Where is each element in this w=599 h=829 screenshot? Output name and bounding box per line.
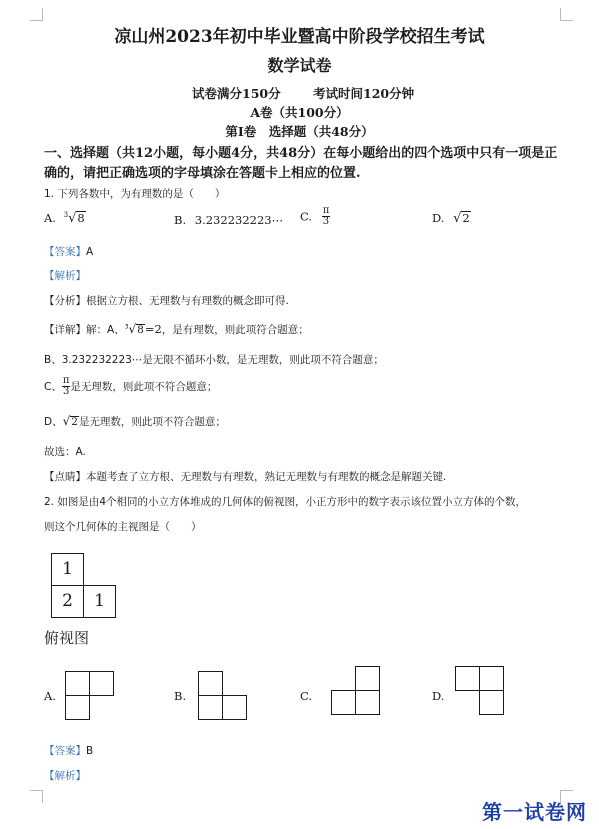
radical-icon: √ <box>68 211 77 226</box>
q1-option-c-denominator: 3 <box>322 216 330 227</box>
radical-icon: √ <box>128 322 137 336</box>
radical-icon: √ <box>453 211 462 226</box>
q1-option-b-value: 3.232232223⋯ <box>194 213 284 227</box>
exam-title: 凉山州2023年初中毕业暨高中阶段学校招生考试 <box>114 27 485 47</box>
q1-option-a-label: A. <box>44 211 56 225</box>
q2-option-d-label: D. <box>432 689 445 703</box>
q2-answer-value: B <box>86 745 94 757</box>
instruction-line-1: 一、选择题（共12小题，每小题4分，共48分）在每小题给出的四个选项中只有一项是正 <box>44 146 558 161</box>
figure-square <box>65 695 90 720</box>
instruction-line-2: 确的，请把正确选项的字母填涂在答题卡上相应的位置. <box>44 166 361 181</box>
time-limit: 考试时间120分钟 <box>313 86 415 101</box>
figure-square <box>198 671 223 696</box>
q2-stem-line-2: 则这个几何体的主视图是（ ） <box>44 521 202 533</box>
q1-option-c <box>300 206 330 227</box>
answer-tag: 【答案】 <box>44 246 86 258</box>
xiangjie-tag: 【详解】 <box>44 324 86 336</box>
q1-xiangjie <box>44 322 309 337</box>
q1-answer <box>44 244 93 259</box>
q2-analysis-tag: 【解析】 <box>44 770 86 782</box>
q1-explain-c <box>44 376 217 397</box>
q1-stem: 1. 下列各数中，为有理数的是（ ） <box>44 188 226 200</box>
figure-square <box>355 666 380 691</box>
q1-dianjing-text: 本题考查了立方根、无理数与有理数，熟记无理数与有理数的概念是解题关键. <box>86 471 447 483</box>
q1-option-b-label: B. <box>174 213 187 227</box>
q1-option-c-fraction <box>322 206 331 227</box>
q1-explain-c-denominator: 3 <box>62 386 70 397</box>
grid-cell: 2 <box>51 585 84 618</box>
q1-fenxi <box>44 293 289 308</box>
q1-analysis-tag: 【解析】 <box>44 270 86 282</box>
part-a-heading: A卷（共100分） <box>250 105 349 120</box>
q1-xiangjie-a-prefix: 解：A、 <box>86 324 125 336</box>
q1-option-d-radicand: 2 <box>462 211 470 225</box>
q1-option-c-numerator: π <box>322 205 330 216</box>
q1-option-d-label: D. <box>432 211 445 225</box>
q1-dianjing <box>44 469 446 484</box>
q1-option-b <box>174 213 283 227</box>
q1-explain-b: B、3.232232223⋯是无限不循环小数，是无理数，则此项不符合题意； <box>44 354 384 366</box>
grid-cell: 1 <box>51 553 84 586</box>
q1-xiangjie-radicand: 8 <box>137 324 144 336</box>
figure-square <box>198 695 223 720</box>
dianjing-tag: 【点睛】 <box>44 471 86 483</box>
q1-explain-c-suffix: 是无理数，则此项不符合题意； <box>70 381 218 393</box>
full-score: 试卷满分150分 <box>192 86 281 101</box>
q1-option-a <box>44 211 86 226</box>
fenxi-tag: 【分析】 <box>44 295 86 307</box>
figure-square <box>222 695 247 720</box>
figure-square <box>479 690 504 715</box>
figure-square <box>331 690 356 715</box>
q2-grid-caption: 俯视图 <box>44 629 90 647</box>
q1-option-a-root-index: 3 <box>63 211 69 220</box>
q1-explain-c-prefix: C、 <box>44 381 62 393</box>
q2-option-c-label: C. <box>300 689 313 703</box>
q1-explain-d-prefix: D、 <box>44 416 63 428</box>
q1-conclusion: 故选：A. <box>44 446 86 458</box>
figure-square <box>65 671 90 696</box>
crop-mark-top-left <box>30 8 43 21</box>
crop-mark-bottom-left <box>30 790 43 803</box>
q1-explain-d-suffix: 是无理数，则此项不符合题意； <box>78 416 226 428</box>
figure-square <box>355 690 380 715</box>
figure-square <box>89 671 114 696</box>
q1-option-d <box>432 211 471 226</box>
figure-square <box>479 666 504 691</box>
q2-answer <box>44 743 93 758</box>
answer-tag: 【答案】 <box>44 745 86 757</box>
q1-explain-c-numerator: π <box>62 375 70 386</box>
q1-explain-d <box>44 414 226 429</box>
section-1-heading: 第Ⅰ卷 选择题（共48分） <box>225 124 374 139</box>
q2-stem-line-1: 2. 如图是由4个相同的小立方体堆成的几何体的俯视图，小正方形中的数字表示该位置小立方体的个数， <box>44 496 527 508</box>
radical-icon: √ <box>62 414 71 428</box>
q1-explain-d-radicand: 2 <box>71 416 78 428</box>
figure-square <box>455 666 480 691</box>
q1-fenxi-text: 根据立方根、无理数与有理数的概念即可得. <box>86 295 289 307</box>
q1-option-c-label: C. <box>300 209 313 224</box>
site-watermark: 第一试卷网 <box>482 800 587 824</box>
q1-option-a-radicand: 8 <box>77 211 85 225</box>
crop-mark-top-right <box>560 8 573 21</box>
q1-xiangjie-root-index: 3 <box>124 323 129 331</box>
q2-option-a-label: A. <box>44 689 56 703</box>
paper-subtitle: 数学试卷 <box>267 56 332 75</box>
q2-option-b-label: B. <box>174 689 187 703</box>
grid-cell: 1 <box>83 585 116 618</box>
q1-xiangjie-equation: =2 <box>144 322 162 336</box>
q1-answer-value: A <box>86 246 94 258</box>
q1-xiangjie-a-suffix: ，是有理数，则此项符合题意； <box>161 324 309 336</box>
